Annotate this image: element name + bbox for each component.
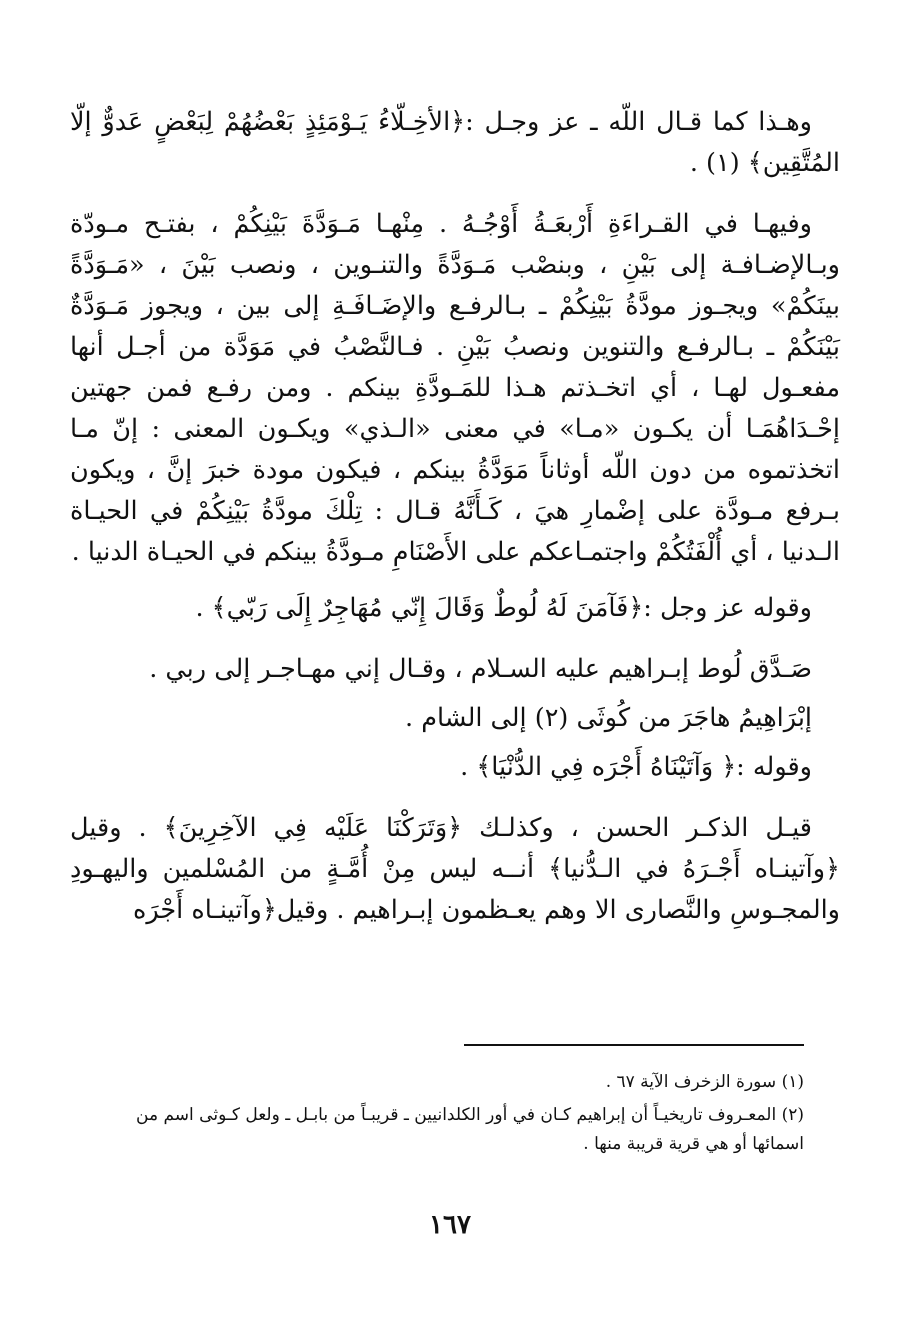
paragraph-commentary: قيـل الذكـر الحسن ، وكذلـك ﴿وَتَرَكْنَا عَلَيْه فِي الآخِرِينَ﴾ . وقيل ﴿وآتينـاه أَجْـرَهُ في الـدُّنيا﴾ أنــه ليس مِنْ أُمَّـةٍ من المُسْلمين واليهـودِ والمجـوسِ والنَّصارى الا وهم يعـظمون إبـراهيم . وقيل﴿وآتينـاه أَجْرَه	[70, 813, 840, 925]
footnote-1: (١) سورة الزخرف الآية ٦٧ .	[605, 1072, 804, 1092]
footnotes	[84, 1068, 804, 1163]
paragraph-readings: وفيهـا في القـراءَةِ أَرْبعَـةُ أَوْجُـهُ . مِنْهـا مَـوَدَّةَ بَيْنِكُمْ ، بفتـح مـودّة وبـالإضـافـة إلى بَيْنِ ، وبنصْب مَـوَدَّةً والتنـوين ، ونصب بَيْنَ ، «مَـوَدَّةً بينَكُمْ» ويجـوز مودَّةُ بَيْنِكُمْ ـ بـالرفـع والإضَـافَـةِ إلى بين ، ويجوز مَـوَدَّةٌ بَيْنَكُمْ ـ بـالرفـع والتنوين ونصبُ بَيْنِ . فـالنَّصْبُ في مَوَدَّة من أجـل أنها مفعـول لهـا ، أي اتخـذتم هـذا للمَـودَّةِ بينكم . ومن رفـع فمن جهتين إحْـدَاهُمَـا أن يكـون «مـا» في معنى «الـذي» ويكـون المعنى : إنّ مـا اتخذتموه من دون اللّه أوثاناً مَوَدَّةُ بينكم ، فيكون مودة خبرَ إنَّ ، ويكون بـرفع مـودَّة على إضْمارِ هيَ ، كَـأَنَّهُ قـال : تِلْكَ مودَّةُ بَيْنِكُمْ في الحيـاة الـدنيا ، أي أُلْفَتُكُمْ واجتمـاعكم على الأَصْنَامِ مـودَّةُ بينكم في الحيـاة الدنيا .	[70, 209, 840, 567]
footnote-2: (٢) المعـروف تاريخيـاً أن إبراهيم كـان في أور الكلدانيين ـ قريبـاً من بابـل ـ ولعل كـوثى اسم من اسمائها أو هي قرية قريبة منها .	[136, 1105, 804, 1154]
main-text	[70, 102, 840, 946]
paragraph-verse-reward: وقوله :﴿ وَآتَيْنَاهُ أَجْرَه فِي الدُّنْيَا﴾ .	[460, 752, 812, 782]
paragraph-ibrahim-migration: إبْرَاهِيمُ هاجَرَ من كُوثَى (٢) إلى الشام .	[405, 703, 812, 733]
paragraph-verse-lut: وقوله عز وجل :﴿فَآمَنَ لَهُ لُوطٌ وَقَالَ إِنّي مُهَاجِرٌ إِلَى رَبّي﴾ .	[195, 593, 812, 623]
paragraph-lut-believed: صَـدَّق لُوط إبـراهيم عليه السـلام ، وقـال إني مهـاجـر إلى ربي .	[149, 654, 812, 684]
paragraph-quran-quote: وهـذا كما قـال اللّه ـ عز وجـل :﴿الأخِـلّاءُ يَـوْمَئِذٍ بَعْضُهُمْ لِبَعْضٍ عَدوٌّ إلّا المُتَّقِين﴾ (١) .	[70, 107, 840, 178]
footnote-divider	[464, 1044, 804, 1046]
page-number: ١٦٧	[429, 1210, 471, 1240]
